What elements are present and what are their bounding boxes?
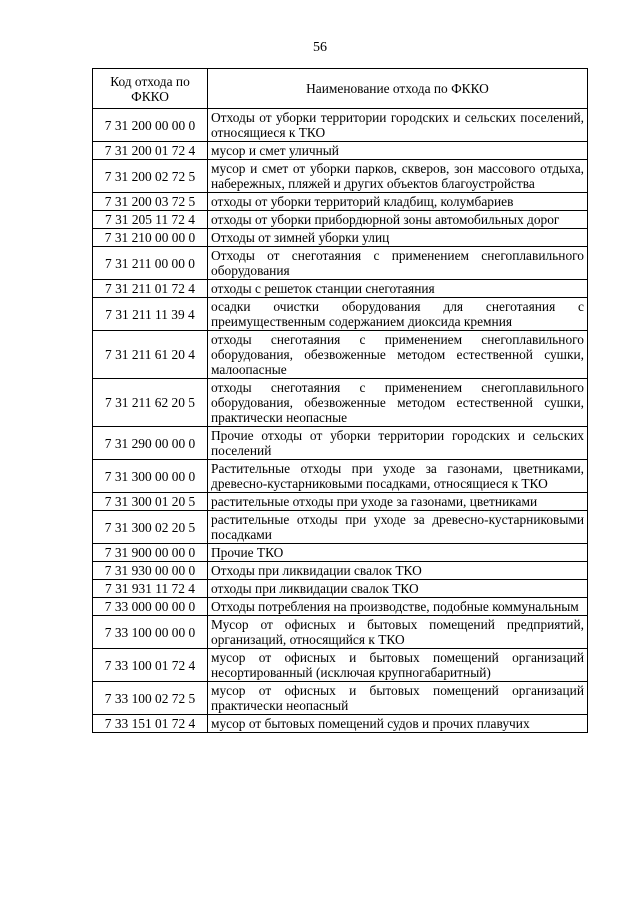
waste-code-cell: 7 31 211 00 00 0 <box>93 247 208 280</box>
column-header-code: Код отхода по ФККО <box>93 69 208 109</box>
table-row <box>93 580 588 598</box>
waste-name-cell: отходы с решеток станции снеготаяния <box>208 280 588 298</box>
waste-code-cell: 7 33 000 00 00 0 <box>93 598 208 616</box>
waste-name-cell: Отходы при ликвидации свалок ТКО <box>208 562 588 580</box>
table-row <box>93 616 588 649</box>
waste-code-cell: 7 31 300 02 20 5 <box>93 511 208 544</box>
waste-name-cell: Отходы от снеготаяния с применением снегоплавильного оборудования <box>208 247 588 280</box>
waste-name-cell: Прочие ТКО <box>208 544 588 562</box>
waste-code-cell: 7 31 200 03 72 5 <box>93 193 208 211</box>
table-row <box>93 460 588 493</box>
waste-name-cell: отходы от уборки территорий кладбищ, колумбариев <box>208 193 588 211</box>
table-row <box>93 562 588 580</box>
waste-code-cell: 7 33 100 01 72 4 <box>93 649 208 682</box>
fkko-waste-table <box>92 68 588 733</box>
waste-code-cell: 7 31 300 01 20 5 <box>93 493 208 511</box>
waste-code-cell: 7 31 211 62 20 5 <box>93 379 208 427</box>
waste-code-cell: 7 31 290 00 00 0 <box>93 427 208 460</box>
waste-code-cell: 7 31 211 01 72 4 <box>93 280 208 298</box>
waste-code-cell: 7 31 200 00 00 0 <box>93 109 208 142</box>
waste-code-cell: 7 31 930 00 00 0 <box>93 562 208 580</box>
table-row <box>93 493 588 511</box>
waste-code-cell: 7 33 100 00 00 0 <box>93 616 208 649</box>
waste-code-cell: 7 31 211 61 20 4 <box>93 331 208 379</box>
table-row <box>93 211 588 229</box>
waste-name-cell: мусор от бытовых помещений судов и прочих плавучих <box>208 715 588 733</box>
table-row <box>93 142 588 160</box>
waste-code-cell: 7 33 100 02 72 5 <box>93 682 208 715</box>
waste-name-cell: осадки очистки оборудования для снеготаяния с преимущественным содержанием диоксида кремния <box>208 298 588 331</box>
waste-name-cell: растительные отходы при уходе за древесно-кустарниковыми посадками <box>208 511 588 544</box>
table-header-row <box>93 69 588 109</box>
table-row <box>93 160 588 193</box>
waste-name-cell: растительные отходы при уходе за газонами, цветниками <box>208 493 588 511</box>
waste-code-cell: 7 31 205 11 72 4 <box>93 211 208 229</box>
waste-code-cell: 7 31 300 00 00 0 <box>93 460 208 493</box>
table-row <box>93 682 588 715</box>
waste-code-cell: 7 31 931 11 72 4 <box>93 580 208 598</box>
table-row <box>93 649 588 682</box>
table-row <box>93 247 588 280</box>
waste-name-cell: Мусор от офисных и бытовых помещений предприятий, организаций, относящийся к ТКО <box>208 616 588 649</box>
waste-name-cell: Прочие отходы от уборки территории городских и сельских поселений <box>208 427 588 460</box>
waste-code-cell: 7 31 210 00 00 0 <box>93 229 208 247</box>
waste-name-cell: отходы снеготаяния с применением снегоплавильного оборудования, обезвоженные методом естественной сушки, малоопасные <box>208 331 588 379</box>
waste-name-cell: Отходы от зимней уборки улиц <box>208 229 588 247</box>
table-row <box>93 331 588 379</box>
table-row <box>93 715 588 733</box>
waste-name-cell: отходы при ликвидации свалок ТКО <box>208 580 588 598</box>
waste-name-cell: Растительные отходы при уходе за газонами, цветниками, древесно-кустарниковыми посадками, относящиеся к ТКО <box>208 460 588 493</box>
waste-name-cell: отходы снеготаяния с применением снегоплавильного оборудования, обезвоженные методом естественной сушки, практически неопасные <box>208 379 588 427</box>
waste-code-cell: 7 31 200 02 72 5 <box>93 160 208 193</box>
waste-name-cell: отходы от уборки прибордюрной зоны автомобильных дорог <box>208 211 588 229</box>
waste-name-cell: Отходы от уборки территории городских и сельских поселений, относящиеся к ТКО <box>208 109 588 142</box>
waste-name-cell: мусор и смет от уборки парков, скверов, зон массового отдыха, набережных, пляжей и других объектов благоустройства <box>208 160 588 193</box>
waste-code-cell: 7 31 200 01 72 4 <box>93 142 208 160</box>
waste-name-cell: Отходы потребления на производстве, подобные коммунальным <box>208 598 588 616</box>
table-row <box>93 109 588 142</box>
table-row <box>93 229 588 247</box>
table-row <box>93 280 588 298</box>
waste-name-cell: мусор и смет уличный <box>208 142 588 160</box>
table-row <box>93 598 588 616</box>
waste-code-cell: 7 33 151 01 72 4 <box>93 715 208 733</box>
table-row <box>93 298 588 331</box>
column-header-name: Наименование отхода по ФККО <box>208 69 588 109</box>
table-row <box>93 379 588 427</box>
table-row <box>93 511 588 544</box>
table-row <box>93 427 588 460</box>
table-row <box>93 544 588 562</box>
table-row <box>93 193 588 211</box>
waste-name-cell: мусор от офисных и бытовых помещений организаций несортированный (исключая крупногабаритный) <box>208 649 588 682</box>
waste-code-cell: 7 31 211 11 39 4 <box>93 298 208 331</box>
waste-code-cell: 7 31 900 00 00 0 <box>93 544 208 562</box>
page-number: 56 <box>313 40 327 55</box>
waste-name-cell: мусор от офисных и бытовых помещений организаций практически неопасный <box>208 682 588 715</box>
